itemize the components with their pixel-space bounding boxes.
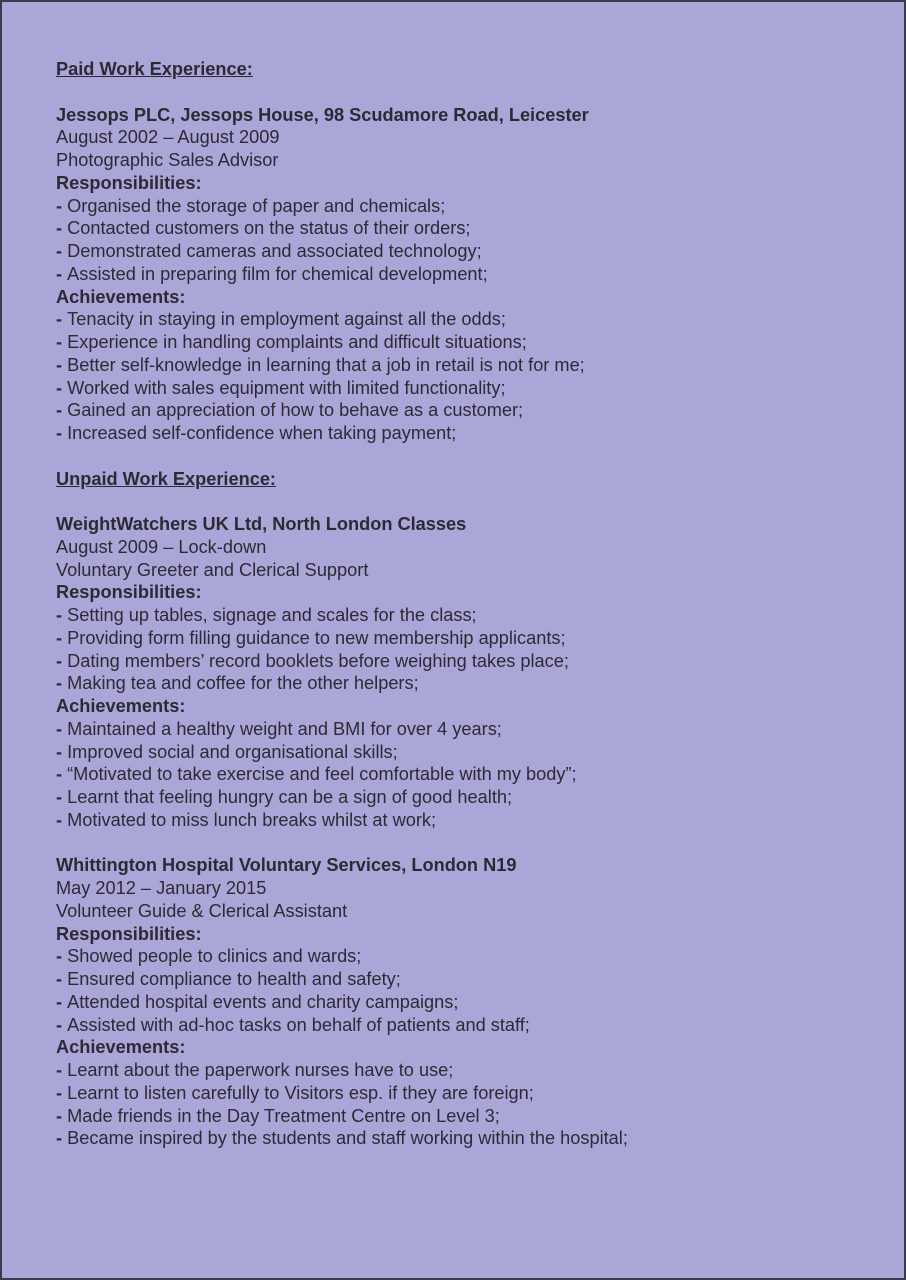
bullet-dash: - (56, 764, 68, 785)
responsibility-text: Assisted with ad-hoc tasks on behalf of patients and staff; (67, 1014, 530, 1035)
achievement-text: Learnt to listen carefully to Visitors esp. if they are foreign; (67, 1082, 534, 1103)
bullet-dash: - (56, 1128, 68, 1149)
achievement-item (56, 1127, 876, 1150)
achievement-text: Made friends in the Day Treatment Centre on Level 3; (67, 1105, 500, 1126)
responsibility-text: Assisted in preparing film for chemical development; (67, 263, 488, 284)
achievement-item (56, 399, 876, 422)
bullet-dash: - (56, 332, 68, 352)
achievement-text: Better self-knowledge in learning that a job in retail is not for me; (67, 354, 585, 375)
responsibility-item (56, 217, 876, 240)
responsibility-item (56, 991, 876, 1014)
bullet-dash: - (56, 423, 68, 443)
bullet-dash: - (56, 218, 68, 239)
spacer (56, 832, 876, 855)
achievement-text: Experience in handling complaints and difficult situations; (67, 332, 527, 352)
responsibility-text: Ensured compliance to health and safety; (67, 969, 401, 989)
paid-work-heading: Paid Work Experience: (56, 59, 253, 79)
bullet-dash: - (56, 354, 68, 375)
achievements-label: Achievements: (56, 696, 186, 716)
achievement-text: Improved social and organisational skills; (67, 741, 398, 762)
bullet-dash: - (56, 627, 68, 648)
responsibility-text: Dating members’ record booklets before weighing takes place; (67, 650, 569, 671)
spacer (56, 490, 876, 513)
responsibility-item (56, 1014, 876, 1037)
responsibilities-label: Responsibilities: (56, 172, 202, 193)
volunteer-role: Volunteer Guide & Clerical Assistant (56, 900, 348, 921)
bullet-dash: - (56, 809, 68, 830)
achievement-text: Tenacity in staying in employment against all the odds; (67, 309, 506, 330)
responsibility-item (56, 195, 876, 218)
bullet-dash: - (56, 650, 68, 671)
achievement-text: Motivated to miss lunch breaks whilst at work; (67, 809, 437, 830)
achievement-text: Gained an appreciation of how to behave as a customer; (67, 400, 524, 421)
unpaid-work-heading: Unpaid Work Experience: (56, 468, 276, 489)
achievement-item (56, 786, 876, 809)
achievement-text: Learnt that feeling hungry can be a sign of good health; (67, 787, 513, 807)
volunteer-dates: May 2012 – January 2015 (56, 878, 267, 898)
bullet-dash: - (56, 673, 68, 694)
bullet-dash: - (56, 1060, 68, 1080)
employment-dates: August 2002 – August 2009 (56, 127, 280, 148)
achievement-item (56, 377, 876, 400)
responsibility-text: Attended hospital events and charity campaigns; (67, 991, 459, 1012)
achievement-item (56, 718, 876, 741)
achievement-text: Increased self-confidence when taking payment; (67, 423, 457, 443)
achievement-item (56, 354, 876, 377)
achievements-label: Achievements: (56, 286, 186, 307)
bullet-dash: - (56, 195, 68, 216)
responsibility-text: Demonstrated cameras and associated technology; (67, 241, 482, 261)
job-role: Photographic Sales Advisor (56, 150, 279, 170)
responsibility-text: Organised the storage of paper and chemicals; (67, 195, 446, 216)
organisation-name: Whittington Hospital Voluntary Services, London N19 (56, 855, 517, 876)
achievement-item (56, 809, 876, 832)
achievement-item (56, 308, 876, 331)
bullet-dash: - (56, 241, 68, 261)
responsibility-item (56, 945, 876, 968)
responsibility-item (56, 650, 876, 673)
achievement-item (56, 331, 876, 354)
volunteer-role: Voluntary Greeter and Clerical Support (56, 559, 369, 580)
bullet-dash: - (56, 991, 68, 1012)
responsibility-item (56, 627, 876, 650)
bullet-dash: - (56, 605, 68, 625)
bullet-dash: - (56, 377, 68, 398)
spacer (56, 445, 876, 468)
achievement-item (56, 1105, 876, 1128)
achievement-item (56, 741, 876, 764)
bullet-dash: - (56, 946, 68, 967)
bullet-dash: - (56, 309, 68, 330)
achievement-text: Learnt about the paperwork nurses have to use; (67, 1060, 454, 1080)
bullet-dash: - (56, 741, 68, 762)
responsibility-text: Showed people to clinics and wards; (67, 946, 362, 967)
achievements-label: Achievements: (56, 1037, 186, 1058)
achievement-text: Worked with sales equipment with limited functionality; (67, 377, 506, 398)
responsibility-item (56, 604, 876, 627)
responsibility-text: Providing form filling guidance to new membership applicants; (67, 627, 566, 648)
bullet-dash: - (56, 969, 68, 989)
responsibility-item (56, 968, 876, 991)
achievement-item (56, 1059, 876, 1082)
achievement-item (56, 1082, 876, 1105)
bullet-dash: - (56, 1014, 68, 1035)
cv-content (56, 58, 876, 1150)
achievement-text: Became inspired by the students and staff working within the hospital; (67, 1128, 628, 1149)
bullet-dash: - (56, 787, 68, 807)
achievement-item (56, 422, 876, 445)
responsibility-item (56, 263, 876, 286)
responsibility-item (56, 240, 876, 263)
responsibility-text: Setting up tables, signage and scales for the class; (67, 605, 477, 625)
achievement-text: “Motivated to take exercise and feel comfortable with my body”; (67, 764, 577, 785)
responsibility-item (56, 672, 876, 695)
bullet-dash: - (56, 263, 68, 284)
spacer (56, 81, 876, 104)
responsibility-text: Making tea and coffee for the other helpers; (67, 673, 419, 694)
bullet-dash: - (56, 718, 68, 739)
bullet-dash: - (56, 400, 68, 421)
bullet-dash: - (56, 1082, 68, 1103)
employer-name: Jessops PLC, Jessops House, 98 Scudamore Road, Leicester (56, 104, 589, 125)
achievement-item (56, 763, 876, 786)
volunteer-dates: August 2009 – Lock-down (56, 536, 267, 557)
organisation-name: WeightWatchers UK Ltd, North London Classes (56, 514, 467, 534)
responsibilities-label: Responsibilities: (56, 923, 202, 944)
bullet-dash: - (56, 1105, 68, 1126)
responsibility-text: Contacted customers on the status of their orders; (67, 218, 471, 239)
responsibilities-label: Responsibilities: (56, 582, 202, 603)
achievement-text: Maintained a healthy weight and BMI for over 4 years; (67, 718, 502, 739)
